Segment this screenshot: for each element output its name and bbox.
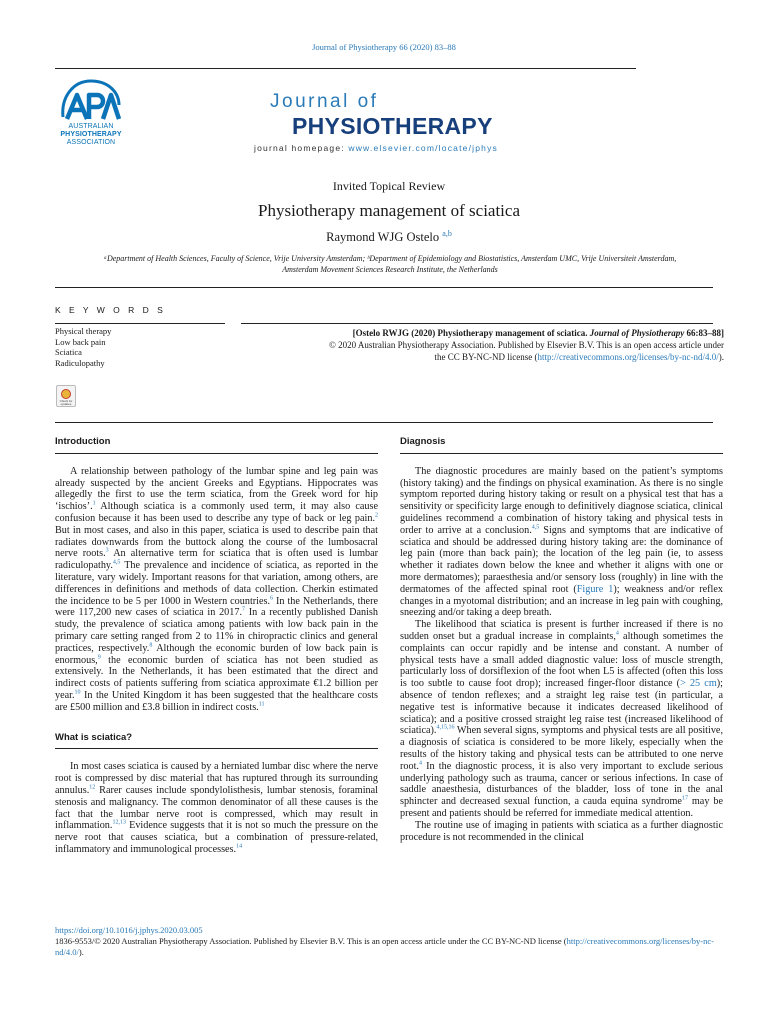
ref-link[interactable]: 1 [92,500,96,507]
diagnosis-heading: Diagnosis [400,436,723,454]
ref-link[interactable]: 6 [270,595,274,602]
citation-license-prefix: the CC BY-NC-ND license ( [434,352,538,362]
citation-copyright: © 2020 Australian Physiotherapy Association. Published by Elsevier B.V. This is an open access article under [329,340,724,350]
affiliation-line-1: ᵃDepartment of Health Sciences, Faculty of Science, Vrije University Amsterdam; ᵇDepartment of Epidemiology and Biostatistics, Amsterdam UMC, Vrije Universiteit Amsterdam, [103,254,677,263]
check-updates-icon [61,389,71,399]
journal-of-text: Journal of [270,91,379,112]
right-column [400,436,723,843]
what-is-sciatica-heading: What is sciatica? [55,732,378,750]
author-line [0,230,768,245]
footer-license-suffix: ). [78,947,84,957]
diagnosis-paragraph-3: The routine use of imaging in patients with sciatica as a further diagnostic procedure is not recommended in the clinical [400,819,723,843]
introduction-heading: Introduction [55,436,378,454]
ref-link[interactable]: 12,13 [112,819,126,826]
logo-acronym: APA [59,77,61,78]
citation-license-suffix: ). [718,352,724,362]
ref-link[interactable]: 4 [418,760,422,767]
author-name: Raymond WJG Ostelo [326,230,440,244]
front-matter-divider [55,422,713,423]
ref-link[interactable]: 4,5 [112,559,121,566]
apa-logo-mark [59,77,121,123]
citation-block [241,327,724,363]
journal-homepage [254,143,498,153]
citation-pages: 66:83–88] [686,328,724,338]
inline-measure: > 25 cm [680,678,717,690]
ref-link[interactable]: 9 [97,654,101,661]
ref-link[interactable]: 4,5 [531,524,540,531]
keywords-heading: K E Y W O R D S [55,305,166,315]
logo-line-3: ASSOCIATION [66,139,116,146]
affiliations [65,253,715,275]
keyword-item: Physical therapy [55,326,112,336]
issn-license-line [55,936,725,958]
ref-link[interactable]: 4,15,16 [436,724,455,731]
ref-link[interactable]: 4 [615,630,619,637]
ref-link[interactable]: 17 [681,795,688,802]
ref-link[interactable]: 3 [105,547,109,554]
figure-link[interactable]: Figure 1 [576,583,614,595]
left-column [55,436,378,856]
header-divider [55,68,636,69]
affiliation-line-2: Amsterdam Movement Sciences Research Institute, the Netherlands [282,265,498,274]
diagnosis-paragraph-2: The likelihood that sciatica is present is further increased if there is no sudden onset but a gradual increase in complaints,$^4$ although sometimes the complaints can occur rapidly and be intense and constant. A number of physical tests have a small added diagnostic value: loss of muscle strength, particularly loss of dorsiflexion of the foot when L5 is affected (often this loss is too subtle to cause foot drop); increased finger-floor distance (> 25 cm); absence of tendon reflexes; and a straight leg raise test (in particular, a negative test is informative because it indicates decreased likelihood of sciatica); and a positive crossed straight leg raise test (increased likelihood of sciatica).$^{4,15,16}$ When several signs, symptoms and physical tests are all positive, a diagnosis of sciatica is considered to be more likely, especially when the results of the history taking and physical tests can be attributed to one nerve root.$^4$ In the diagnostic process, it is also very important to exclude serious underlying pathology such as trauma, cancer or serious infections. In case of saddle anaesthesia, disturbances of the bladder, loss of tone in the anal sphincter and decreased sexual function, a cauda equina syndrome$^{17}$ may be present and patients should be referred for immediate medical attention. [400,619,723,819]
diagnosis-paragraph-1: The diagnostic procedures are mainly based on the patient’s symptoms (history taking) and the findings on physical examination. As there is no single symptom reported during history taking or result on a physical test that has a sensitivity or specificity large enough to definitively diagnose sciatica, clinical guidelines recommend a combination of history taking and physical tests in order to arrive at a conclusion.$^{4,5}$ Signs and symptoms that are indicative of sciatica and should be addressed during history taking are: the dominance of leg pain (more than back pain); the location of the leg pain (ie, to assess whether it radiates down below the knee and whether it aligns with one or more dermatomes); paraesthesia and/or sensory loss (roughly) in line with the dermatomes of the affected spinal root (Figure 1); weakness and/or reflex changes in a myotomal distribution; and an increase in leg pain with coughing, sneezing and/or taking a deep breath. [400,465,723,619]
ref-link[interactable]: 11 [258,701,265,708]
affiliation-divider [55,287,713,288]
ref-link[interactable]: 14 [236,843,243,850]
logo-line-2: PHYSIOTHERAPY [60,131,122,138]
ref-link[interactable]: 10 [74,689,81,696]
ref-link[interactable]: 7 [242,606,246,613]
keyword-item: Sciatica [55,347,82,357]
check-for-updates-badge[interactable] [56,385,76,407]
footer-license-link[interactable]: http://creativecommons.org/licenses/by-nc-nd/4.0/ [55,936,714,957]
article-title: Physiotherapy management of sciatica [258,201,520,220]
ref-link[interactable]: 2 [375,512,378,519]
issn-text: 1836-9553/© 2020 Australian Physiotherapy Association. Published by Elsevier B.V. This is an open access article under the CC BY-NC-ND license ( [55,936,567,946]
homepage-label: journal homepage: [254,143,349,153]
homepage-link[interactable]: www.elsevier.com/locate/jphys [348,143,498,153]
article-type: Invited Topical Review [332,179,446,193]
journal-title: PHYSIOTHERAPY [292,113,493,139]
ref-link[interactable]: 8 [149,642,153,649]
keyword-item: Radiculopathy [55,357,105,368]
introduction-paragraph: A relationship between pathology of the lumbar spine and leg pain was already suspected by the ancient Greeks and Egyptians. Hippocrates was allegedly the first to use the term sciatica, from the Greek word for hip ‘ischios’.$^1$ Although sciatica is a commonly used term, it may also cause confusion because it has been used to describe any type of back or leg pain.$^2$ But in most cases, and also in this paper, sciatica is used to describe pain that radiates downwards from the buttock along the course of the lumbosacral nerve roots.$^3$ An alternative term for sciatica that is often used is lumbar radiculopathy.$^{4,5}$ The prevalence and incidence of sciatica, as reported in the literature, vary widely. Important reasons for that variation, among others, are differences in definitions and methods of data collection. Cherkin estimated the incidence to be 5 per 1000 in Western countries.$^6$ In the Netherlands, there were 117,200 new cases of sciatica in 2017.$^7$ In a recently published Danish study, the prevalence of sciatica among patients with low back pain in the primary care setting ranged from 2 to 11% in chiropractic clinics and general practices, respectively.$^8$ Although the economic burden of low back pain is enormous,$^9$ the economic burden of sciatica has not been studied as extensively. In the Netherlands, it has been estimated that the direct and indirect costs of patients suffering from sciatica approximate €1.2 billion per year.$^{10}$ In the United Kingdom it has been suggested that the healthcare costs are £500 million and £3.8 billion in indirect costs.$^{11}$ [55,465,379,713]
author-affiliation-marker[interactable]: a,b [442,228,452,238]
citation-divider [241,323,713,324]
what-is-sciatica-paragraph: In most cases sciatica is caused by a herniated lumbar disc where the nerve root is compressed by disc material that has ruptured through its surrounding annulus.$^{12}$ Rarer causes include spondylolisthesis, lumbar stenosis, foraminal stenosis and malignancy. The common denominator of all these causes is the fact that the lumbar nerve root is compressed, which may result in inflammation.$^{12,13}$ Evidence suggests that it is not so much the pressure on the nerve root that causes sciatica, but a combination of pressure-related, inflammatory and immunological processes.$^{14}$ [55,761,378,855]
keyword-item: Low back pain [55,336,106,347]
ref-link[interactable]: 12 [89,784,96,791]
apa-logo [56,77,126,147]
citation-license-link[interactable]: http://creativecommons.org/licenses/by-nc-nd/4.0/ [537,352,719,362]
keywords-list [55,326,111,368]
check-updates-caption: Check for updates [59,399,73,406]
citation-journal: Journal of Physiotherapy [589,328,685,338]
journal-reference[interactable]: Journal of Physiotherapy 66 (2020) 83–88 [312,42,456,52]
logo-line-1: AUSTRALIAN [68,123,114,130]
citation-reference: [Ostelo RWJG (2020) Physiotherapy management of sciatica. [352,328,588,338]
doi-link[interactable]: https://doi.org/10.1016/j.jphys.2020.03.005 [55,925,203,935]
keywords-divider [55,323,225,324]
